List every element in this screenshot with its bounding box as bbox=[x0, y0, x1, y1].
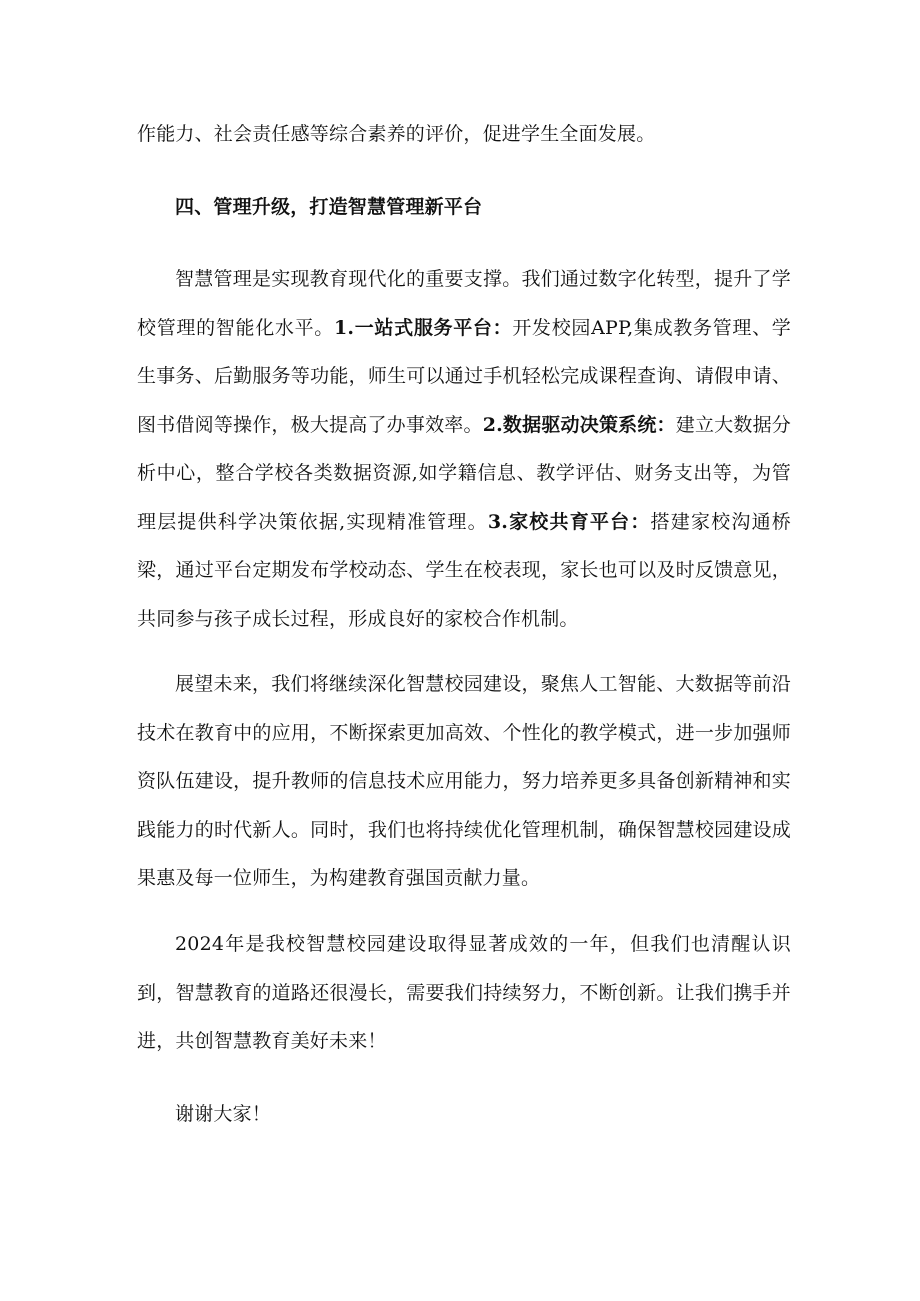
item2-text: 建立大数据分析中心，整合学校各类数据资源,如学籍信息、教学评估、财务支出等，为管理层提供科学决策依据,实现精准管理。 bbox=[137, 413, 791, 533]
paragraph-outlook bbox=[137, 660, 791, 903]
paragraph-summary bbox=[137, 920, 791, 1066]
paragraph-fragment bbox=[137, 110, 791, 159]
paragraph-management bbox=[137, 255, 791, 643]
item1-text: 开发校园APP,集成教务管理、学生事务、后勤服务等功能，师生可以通过手机轻松完成课程查询、请假申请、图书借阅等操作，极大提高了办事效率。 bbox=[137, 316, 791, 436]
fragment-text: 作能力、社会责任感等综合素养的评价，促进学生全面发展。 bbox=[137, 123, 656, 145]
outlook-text: 展望未来，我们将继续深化智慧校园建设，聚焦人工智能、大数据等前沿技术在教育中的应用，不断探索更加高效、个性化的教学模式，进一步加强师资队伍建设，提升教师的信息技术应用能力，努力培养更多具备创新精神和实践能力的时代新人。同时，我们也将持续优化管理机制，确保智慧校园建设成果惠及每一位师生，为构建教育强国贡献力量。 bbox=[137, 673, 791, 889]
paragraph-closing bbox=[137, 1090, 791, 1139]
section-heading bbox=[175, 183, 791, 232]
item3-label: 3.家校共育平台： bbox=[487, 510, 651, 533]
item1-label: 1.一站式服务平台： bbox=[334, 316, 513, 339]
closing-text: 谢谢大家！ bbox=[175, 1103, 272, 1125]
management-intro: 智慧管理是实现教育现代化的重要支撑。我们通过数字化转型，提升了学校管理的智能化水平。 bbox=[137, 268, 791, 339]
item3-text: 搭建家校沟通桥梁，通过平台定期发布学校动态、学生在校表现，家长也可以及时反馈意见，共同参与孩子成长过程，形成良好的家校合作机制。 bbox=[137, 510, 792, 630]
summary-text: 2024年是我校智慧校园建设取得显著成效的一年，但我们也清醒认识到，智慧教育的道路还很漫长，需要我们持续努力，不断创新。让我们携手并进，共创智慧教育美好未来！ bbox=[137, 933, 791, 1052]
section-heading-text: 四、管理升级，打造智慧管理新平台 bbox=[175, 196, 483, 218]
item2-label: 2.数据驱动决策系统： bbox=[482, 413, 676, 436]
